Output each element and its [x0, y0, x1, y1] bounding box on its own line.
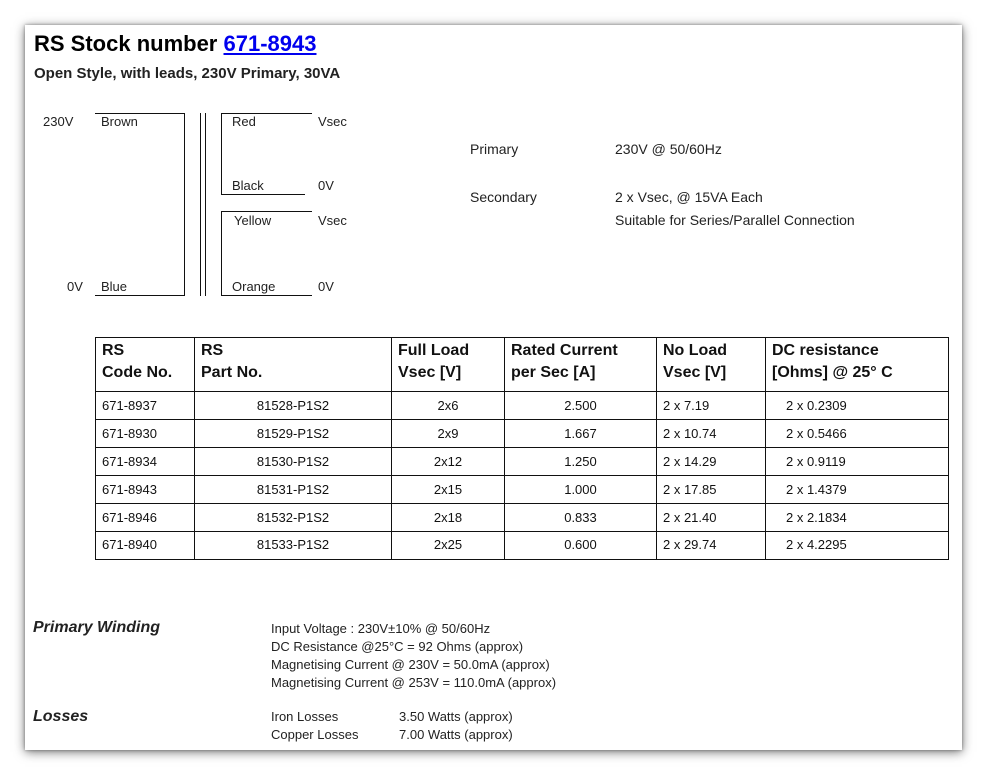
- header-dc-resistance: DC resistance [Ohms] @ 25° C: [766, 338, 949, 392]
- table-row: [96, 420, 949, 448]
- primary-top-voltage: 230V: [43, 114, 74, 129]
- cell-dc-resistance: 2 x 2.1834: [766, 504, 949, 532]
- cell-no-load: 2 x 17.85: [657, 476, 766, 504]
- primary-winding-line: Magnetising Current @ 230V = 50.0mA (approx): [271, 657, 550, 672]
- winding-diagram-lines: [25, 25, 365, 305]
- cell-dc-resistance: 2 x 0.5466: [766, 420, 949, 448]
- sec2-bottom-label: 0V: [318, 279, 334, 294]
- cell-code: 671-8946: [96, 504, 195, 532]
- lead-brown: Brown: [101, 114, 138, 129]
- cell-code: 671-8943: [96, 476, 195, 504]
- cell-rated-current: 0.600: [505, 532, 657, 560]
- header-rated-current: Rated Current per Sec [A]: [505, 338, 657, 392]
- primary-value: 230V @ 50/60Hz: [615, 141, 722, 157]
- stock-number-link[interactable]: 671-8943: [223, 31, 317, 56]
- sec2-top-label: Vsec: [318, 213, 347, 228]
- losses-details: [271, 708, 513, 744]
- losses-heading: Losses: [33, 708, 89, 725]
- title-prefix: RS Stock number: [34, 31, 218, 56]
- cell-no-load: 2 x 10.74: [657, 420, 766, 448]
- primary-winding-line: DC Resistance @25°C = 92 Ohms (approx): [271, 639, 524, 654]
- header-full-load: Full Load Vsec [V]: [392, 338, 505, 392]
- cell-full-load: 2x9: [392, 420, 505, 448]
- lead-blue: Blue: [101, 279, 128, 294]
- header-part-no: RS Part No.: [195, 338, 392, 392]
- sec1-top-label: Vsec: [318, 114, 347, 129]
- header-code-no: RS Code No.: [96, 338, 195, 392]
- table-row: [96, 532, 949, 560]
- cell-full-load: 2x6: [392, 392, 505, 420]
- loss-item: [271, 726, 513, 744]
- lead-yellow: Yellow: [234, 213, 272, 228]
- transformer-table: [95, 337, 949, 560]
- primary-winding-details: [271, 620, 556, 692]
- cell-dc-resistance: 2 x 0.2309: [766, 392, 949, 420]
- cell-part: 81530-P1S2: [195, 448, 392, 476]
- lead-red: Red: [232, 114, 256, 129]
- loss-item: [271, 708, 513, 726]
- cell-code: 671-8930: [96, 420, 195, 448]
- cell-full-load: 2x12: [392, 448, 505, 476]
- sec1-bottom-label: 0V: [318, 178, 334, 193]
- secondary-value: 2 x Vsec, @ 15VA Each: [615, 189, 763, 205]
- cell-full-load: 2x15: [392, 476, 505, 504]
- table-header-row: [96, 338, 949, 392]
- cell-rated-current: 2.500: [505, 392, 657, 420]
- primary-label: Primary: [470, 141, 519, 157]
- table-row: [96, 448, 949, 476]
- cell-dc-resistance: 2 x 1.4379: [766, 476, 949, 504]
- lead-orange: Orange: [232, 279, 276, 294]
- loss-label: Iron Losses: [271, 709, 339, 724]
- cell-rated-current: 1.000: [505, 476, 657, 504]
- cell-rated-current: 1.667: [505, 420, 657, 448]
- cell-no-load: 2 x 29.74: [657, 532, 766, 560]
- loss-value: 7.00 Watts (approx): [399, 727, 513, 742]
- cell-full-load: 2x25: [392, 532, 505, 560]
- cell-full-load: 2x18: [392, 504, 505, 532]
- lead-black: Black: [232, 178, 264, 193]
- loss-value: 3.50 Watts (approx): [399, 709, 513, 724]
- cell-code: 671-8940: [96, 532, 195, 560]
- header-no-load: No Load Vsec [V]: [657, 338, 766, 392]
- cell-part: 81528-P1S2: [195, 392, 392, 420]
- table-row: [96, 392, 949, 420]
- secondary-label: Secondary: [470, 189, 537, 205]
- loss-label: Copper Losses: [271, 727, 359, 742]
- cell-rated-current: 1.250: [505, 448, 657, 476]
- secondary-note: Suitable for Series/Parallel Connection: [615, 212, 855, 228]
- primary-winding-line: Input Voltage : 230V±10% @ 50/60Hz: [271, 621, 491, 636]
- cell-dc-resistance: 2 x 4.2295: [766, 532, 949, 560]
- primary-winding-line: Magnetising Current @ 253V = 110.0mA (approx): [271, 675, 557, 690]
- cell-rated-current: 0.833: [505, 504, 657, 532]
- cell-part: 81531-P1S2: [195, 476, 392, 504]
- cell-no-load: 2 x 7.19: [657, 392, 766, 420]
- cell-part: 81529-P1S2: [195, 420, 392, 448]
- cell-code: 671-8934: [96, 448, 195, 476]
- cell-dc-resistance: 2 x 0.9119: [766, 448, 949, 476]
- table-row: [96, 476, 949, 504]
- page-subtitle: Open Style, with leads, 230V Primary, 30VA: [34, 65, 341, 82]
- cell-part: 81533-P1S2: [195, 532, 392, 560]
- cell-no-load: 2 x 14.29: [657, 448, 766, 476]
- cell-part: 81532-P1S2: [195, 504, 392, 532]
- cell-code: 671-8937: [96, 392, 195, 420]
- table-row: [96, 504, 949, 532]
- cell-no-load: 2 x 21.40: [657, 504, 766, 532]
- primary-bottom-voltage: 0V: [67, 279, 83, 294]
- primary-winding-heading: Primary Winding: [33, 619, 160, 636]
- datasheet-page: [25, 25, 962, 750]
